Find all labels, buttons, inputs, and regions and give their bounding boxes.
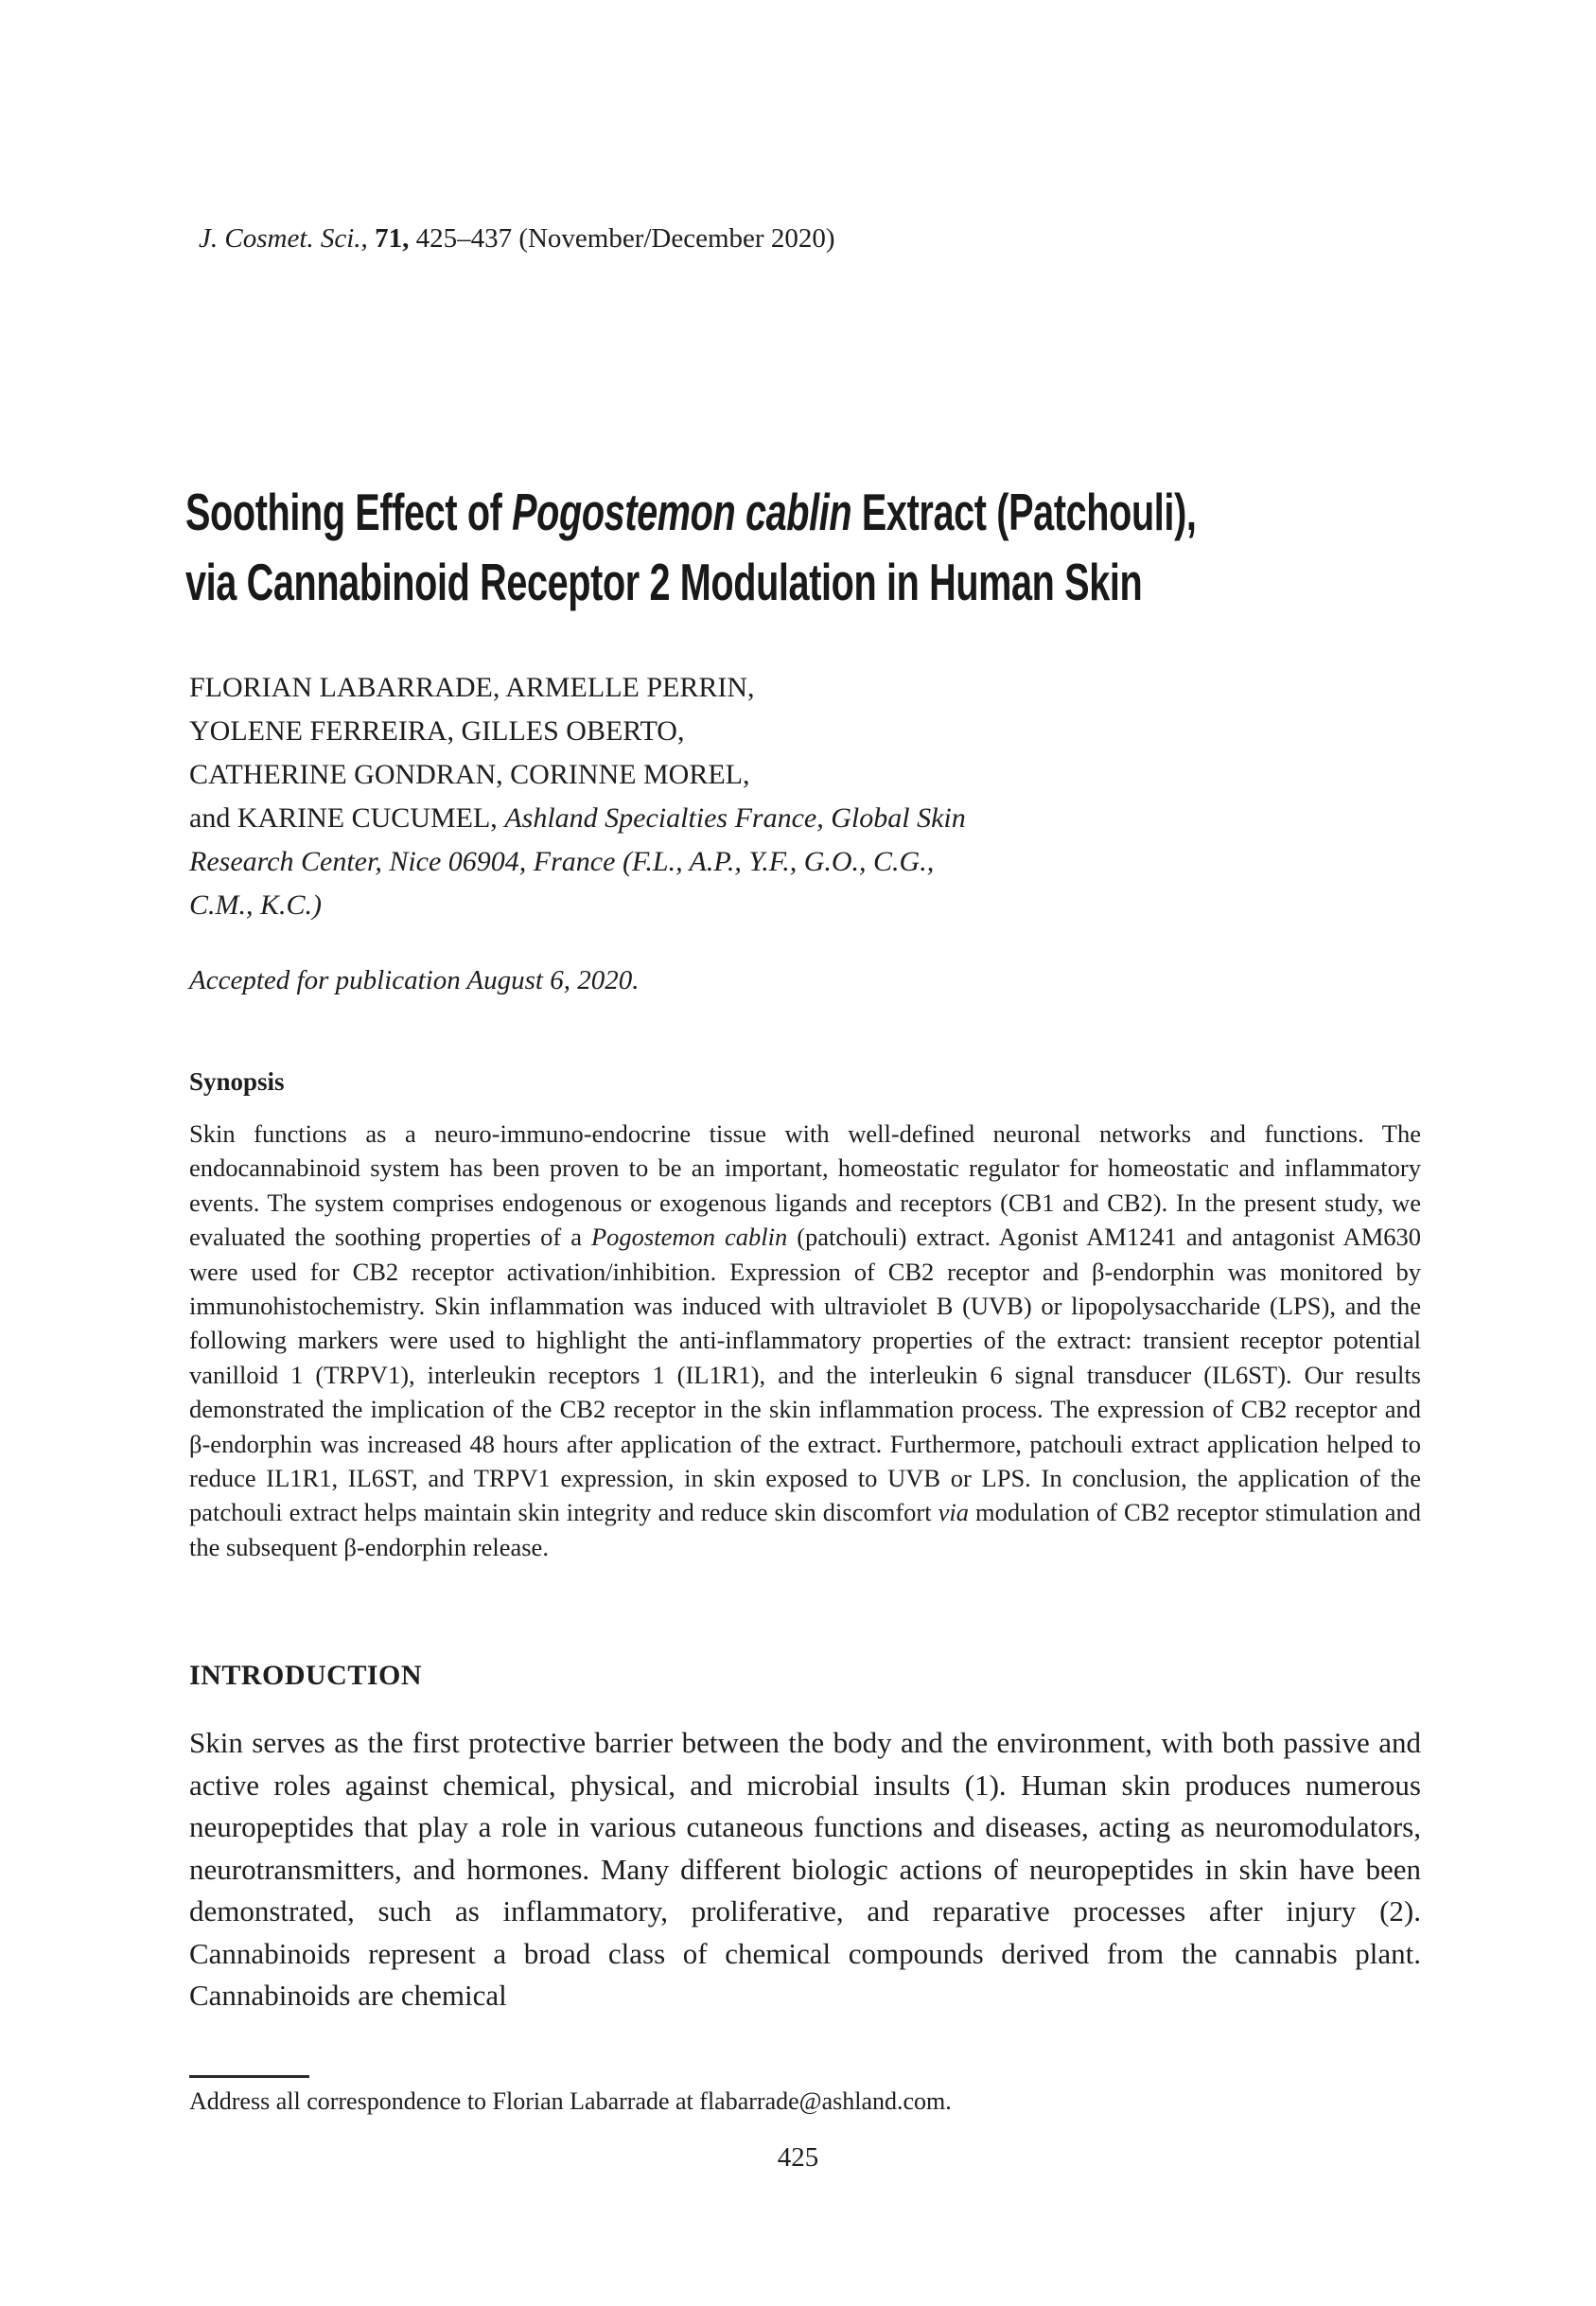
accepted-date: Accepted for publication August 6, 2020. xyxy=(189,965,640,995)
article-title: Soothing Effect of Pogostemon cablin Extract (Patchouli), via Cannabinoid Receptor 2 Modulation in Human Skin xyxy=(185,483,1197,611)
correspondence-footnote: Address all correspondence to Florian Labarrade at flabarrade@ashland.com. xyxy=(189,2087,952,2115)
introduction-text: Skin serves as the first protective barrier between the body and the environment, with both passive and active roles against chemical, physical, and microbial insults (1). Human skin produces numerous neuropeptides that play a role in various cutaneous functions and diseases, acting as neuromodulators, neurotransmitters, and hormones. Many different biologic actions of neuropeptides in skin have been demonstrated, such as inflammatory, proliferative, and reparative processes after injury (2). Cannabinoids represent a broad class of chemical compounds derived from the cannabis plant. Cannabinoids are chemical xyxy=(189,1726,1421,2012)
synopsis-text: Skin functions as a neuro-immuno-endocrine tissue with well-defined neuronal networks and functions. The endocannabinoid system has been proven to be an important, homeostatic regulator for homeostatic and inflammatory events. The system comprises endogenous or exogenous ligands and receptors (CB1 and CB2). In the present study, we evaluated the soothing properties of a Pogostemon cablin (patchouli) extract. Agonist AM1241 and antagonist AM630 were used for CB2 receptor activation/inhibition. Expression of CB2 receptor and β-endorphin was monitored by immunohistochemistry. Skin inflammation was induced with ultraviolet B (UVB) or lipopolysaccharide (LPS), and the following markers were used to highlight the anti-inflammatory properties of the extract: transient receptor potential vanilloid 1 (TRPV1), interleukin receptors 1 (IL1R1), and the interleukin 6 signal transducer (IL6ST). Our results demonstrated the implication of the CB2 receptor in the skin inflammation process. The expression of CB2 receptor and β-endorphin was increased 48 hours after application of the extract. Furthermore, patchouli extract application helped to reduce IL1R1, IL6ST, and TRPV1 expression, in skin exposed to UVB or LPS. In conclusion, the application of the patchouli extract helps maintain skin integrity and reduce skin discomfort via modulation of CB2 receptor stimulation and the subsequent β-endorphin release. xyxy=(189,1119,1422,1561)
introduction-heading: INTRODUCTION xyxy=(189,1660,423,1691)
footnote-divider xyxy=(189,2075,309,2078)
journal-citation: J. Cosmet. Sci., 71, 425–437 (November/December 2020) xyxy=(199,223,835,254)
authors-affiliation: FLORIAN LABARRADE, ARMELLE PERRIN, YOLENE FERREIRA, GILLES OBERTO, CATHERINE GONDRAN, CORINNE MOREL, and KARINE CUCUMEL, Ashland Specialties France, Global Skin Research Center, Nice 06904, France (F.L., A.P., Y.F., G.O., C.G., C.M., K.C.) xyxy=(189,672,966,921)
synopsis-heading: Synopsis xyxy=(189,1067,285,1096)
page-number: 425 xyxy=(777,2142,819,2173)
